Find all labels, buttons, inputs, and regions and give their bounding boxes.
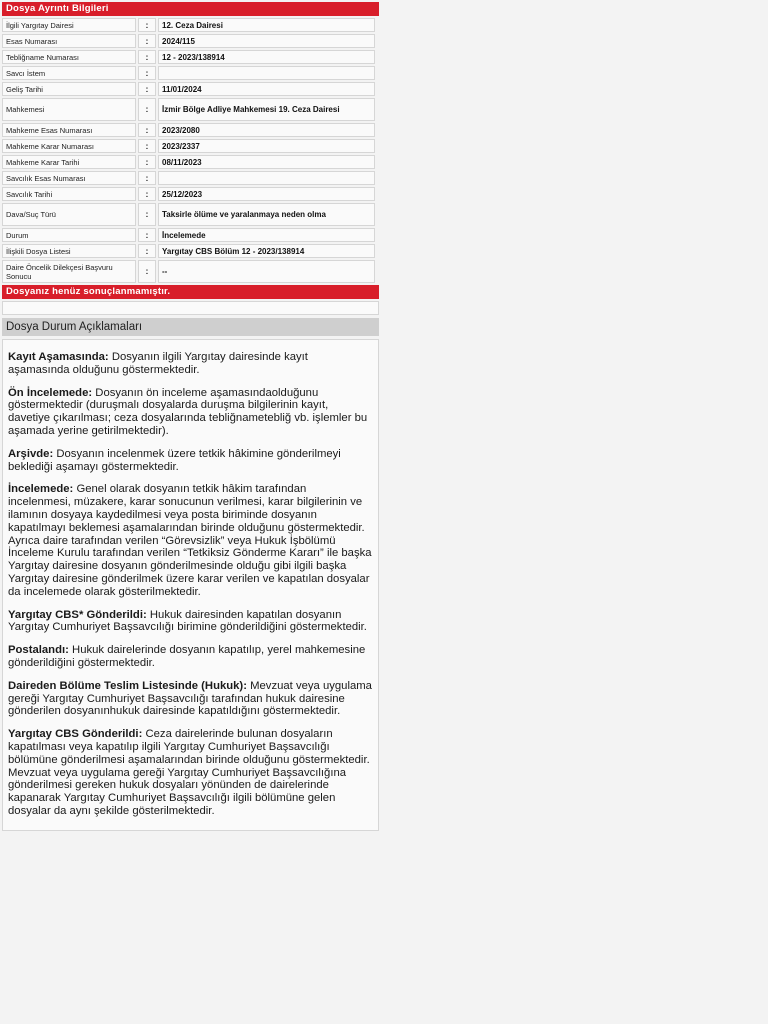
- row-value: Taksirle ölüme ve yaralanmaya neden olma: [158, 203, 375, 226]
- description-item: [8, 680, 372, 718]
- row-separator: :: [138, 187, 156, 201]
- row-value: Yargıtay CBS Bölüm 12 - 2023/138914: [158, 244, 375, 258]
- row-label: İlgili Yargıtay Dairesi: [2, 18, 136, 32]
- description-term: Kayıt Aşamasında:: [8, 351, 109, 363]
- description-item: [8, 728, 372, 818]
- page-container: [2, 2, 379, 831]
- description-text: Genel olarak dosyanın tetkik hâkim tarafından incelenmesi, müzakere, karar sonucunun verilmesi, karar bilgilerinin ve ilamının dosyaya kaydedilmesi veya posta biriminde dosyanın kapatılmayı beklemesi aşamalarından birinde olduğunu göstermektedir. Ayrıca daire tarafından verilen “Görevsizlik” veya Hukuk İşbölümü İnceleme Kurulu tarafından verilen “Tetkiksiz Gönderme Kararı” ile başka Yargıtay dairesine dosyanın gönderilmesinde olduğu gibi ilgili başka Yargıtay dairesine gönderilmek üzere karar verilen ve kapatılan dosyalar da incelemede olarak gösterilmektedir.: [8, 483, 372, 598]
- table-row: [2, 18, 375, 32]
- row-value: 12 - 2023/138914: [158, 50, 375, 64]
- row-label: Daire Öncelik Dilekçesi Başvuru Sonucu: [2, 260, 136, 283]
- table-row: [2, 82, 375, 96]
- row-value: [158, 171, 375, 185]
- description-term: Yargıtay CBS* Gönderildi:: [8, 608, 147, 621]
- table-row: [2, 123, 375, 137]
- row-label: Mahkeme Karar Numarası: [2, 139, 136, 153]
- row-value: --: [158, 260, 375, 283]
- description-text: Ceza dairelerinde bulunan dosyaların kapatılması veya kapatılıp ilgili Yargıtay Cumhuriyet Başsavcılığı bölümüne gönderilmesi aşamalarından birinde olduğunu göstermektedir. Mevzuat veya uygulama gereği Yargıtay Cumhuriyet Başsavcılığına gönderilmesi gereken hukuk dosyaları yönünden de dairelerinde kapanarak Yargıtay Cumhuriyet Başsavcılığı ilgili bölümüne gelen dosyalar da aynı şekilde gösterilmektedir.: [8, 728, 370, 817]
- description-text: Hukuk dairelerinde dosyanın kapatılıp, yerel mahkemesine gönderildiğini göstermektedir.: [8, 644, 366, 669]
- row-separator: :: [138, 155, 156, 169]
- description-term: İncelemede:: [8, 483, 74, 496]
- row-label: Dava/Suç Türü: [2, 203, 136, 226]
- table-row: [2, 155, 375, 169]
- description-item: [8, 644, 372, 670]
- row-separator: :: [138, 34, 156, 48]
- row-label: Savcılık Esas Numarası: [2, 171, 136, 185]
- details-header: Dosya Ayrıntı Bilgileri: [2, 2, 379, 16]
- row-value: 08/11/2023: [158, 155, 375, 169]
- row-label: Geliş Tarihi: [2, 82, 136, 96]
- table-row: [2, 171, 375, 185]
- row-separator: :: [138, 66, 156, 80]
- table-row: [2, 260, 375, 283]
- descriptions-title: Dosya Durum Açıklamaları: [2, 318, 379, 336]
- table-row: [2, 244, 375, 258]
- details-table: [0, 16, 377, 285]
- table-row: [2, 98, 375, 121]
- row-value: İncelemede: [158, 228, 375, 242]
- row-separator: :: [138, 50, 156, 64]
- row-value: [158, 66, 375, 80]
- table-row: [2, 66, 375, 80]
- description-item: [8, 448, 372, 474]
- row-label: İlişkili Dosya Listesi: [2, 244, 136, 258]
- row-separator: :: [138, 139, 156, 153]
- row-label: Esas Numarası: [2, 34, 136, 48]
- description-text: Hukuk dairesinden kapatılan dosyanın Yargıtay Cumhuriyet Başsavcılığı birimine gönderildiğini göstermektedir.: [8, 608, 367, 634]
- row-separator: :: [138, 171, 156, 185]
- description-term: Daireden Bölüme Teslim Listesinde (Hukuk):: [8, 679, 247, 692]
- row-value: 25/12/2023: [158, 187, 375, 201]
- description-text: Mevzuat veya uygulama gereği Yargıtay Cumhuriyet Başsavcılığı tarafından hukuk dairesine gönderilen dosyanınhukuk dairesinde kapatıldığını göstermektedir.: [8, 679, 372, 718]
- description-term: Postalandı:: [8, 644, 69, 657]
- row-value: 2023/2337: [158, 139, 375, 153]
- description-term: Ön İncelemede:: [8, 386, 93, 399]
- row-value: 2024/115: [158, 34, 375, 48]
- row-label: Mahkeme Karar Tarihi: [2, 155, 136, 169]
- description-text: Dosyanın incelenmek üzere tetkik hâkimine gönderilmeyi beklediği aşamayı göstermektedir.: [8, 447, 341, 473]
- row-separator: :: [138, 260, 156, 283]
- row-label: Mahkeme Esas Numarası: [2, 123, 136, 137]
- row-label: Mahkemesi: [2, 98, 136, 121]
- row-separator: :: [138, 82, 156, 96]
- row-separator: :: [138, 203, 156, 226]
- spacer-row: [2, 301, 379, 315]
- row-separator: :: [138, 98, 156, 121]
- table-row: [2, 187, 375, 201]
- status-banner: Dosyanız henüz sonuçlanmamıştır.: [2, 285, 379, 299]
- row-separator: :: [138, 244, 156, 258]
- row-label: Savcılık Tarihi: [2, 187, 136, 201]
- description-item: [8, 351, 372, 377]
- table-row: [2, 139, 375, 153]
- description-term: Yargıtay CBS Gönderildi:: [8, 728, 143, 741]
- row-value: 12. Ceza Dairesi: [158, 18, 375, 32]
- row-value: 2023/2080: [158, 123, 375, 137]
- row-label: Savcı İstem: [2, 66, 136, 80]
- row-value: İzmir Bölge Adliye Mahkemesi 19. Ceza Dairesi: [158, 98, 375, 121]
- row-separator: :: [138, 228, 156, 242]
- row-separator: :: [138, 18, 156, 32]
- description-text: Dosyanın ön inceleme aşamasındaolduğunu göstermektedir (duruşmalı dosyalarda duruşma bilgilerinin kayıt, davetiye çıkarılması; ceza dosyalarında tebliğnametebliğ vb. işlemler bu aşamada yerine getirilmektedir).: [8, 386, 368, 437]
- row-value: 11/01/2024: [158, 82, 375, 96]
- description-item: [8, 387, 372, 438]
- description-text: Dosyanın ilgili Yargıtay dairesinde kayıt aşamasında olduğunu göstermektedir.: [8, 351, 308, 376]
- row-separator: :: [138, 123, 156, 137]
- table-row: [2, 228, 375, 242]
- row-label: Tebliğname Numarası: [2, 50, 136, 64]
- descriptions-box: [2, 339, 379, 831]
- description-item: [8, 609, 372, 635]
- table-row: [2, 203, 375, 226]
- description-term: Arşivde:: [8, 447, 54, 460]
- table-row: [2, 50, 375, 64]
- table-row: [2, 34, 375, 48]
- description-item: [8, 483, 372, 598]
- row-label: Durum: [2, 228, 136, 242]
